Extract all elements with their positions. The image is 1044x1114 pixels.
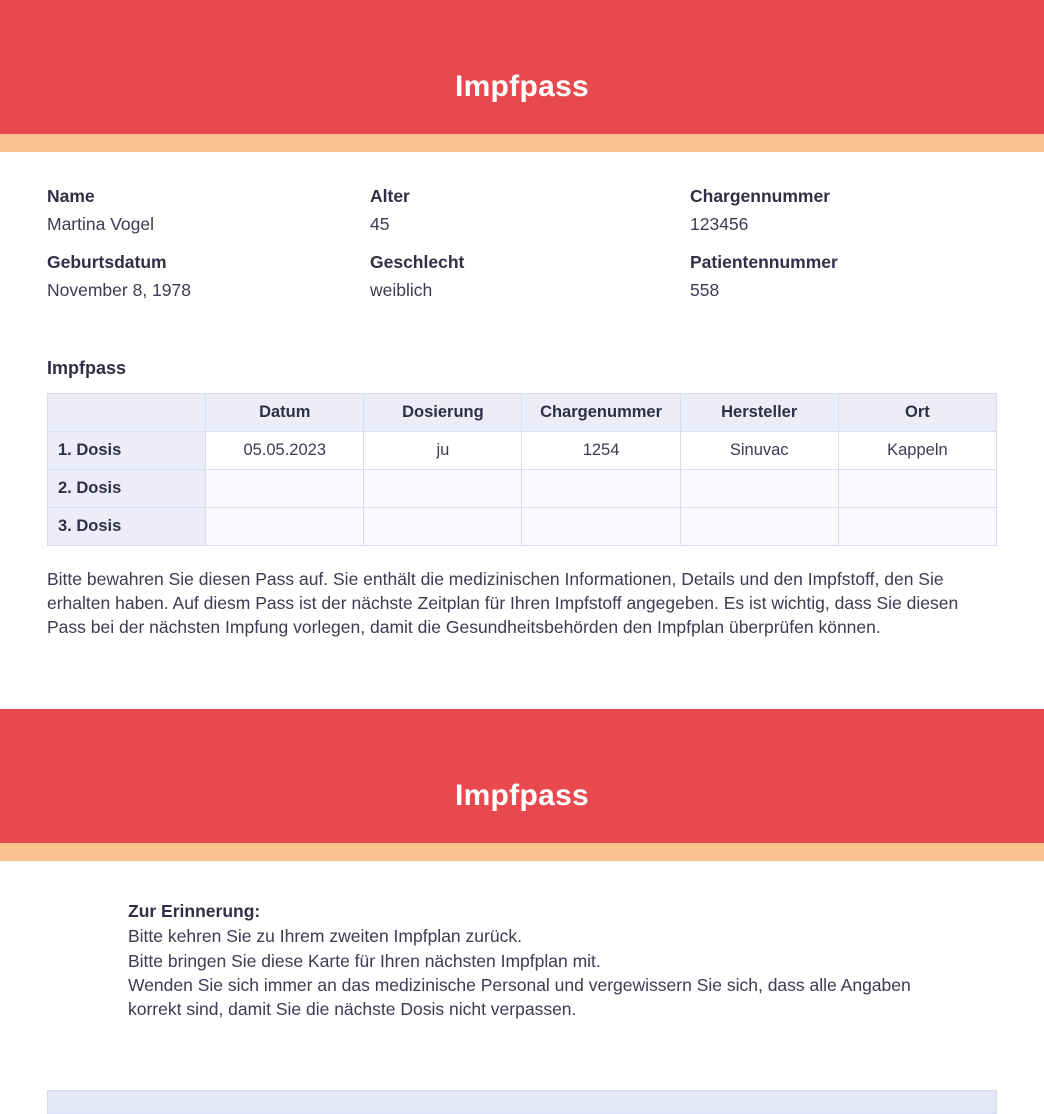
cell-ort [838, 470, 996, 508]
header-cell-datum: Datum [206, 394, 364, 432]
table-row-dose-2 [48, 470, 997, 508]
cell-dosierung: ju [364, 432, 522, 470]
field-label: Patientennummer [690, 252, 838, 272]
top-banner [0, 0, 1044, 134]
header-cell-hersteller: Hersteller [680, 394, 838, 432]
patient-field-geschlecht [370, 252, 690, 301]
cell-ort [838, 508, 996, 546]
table-row-dose-3 [48, 508, 997, 546]
document-title-2: Impfpass [454, 779, 590, 813]
cell-chargenummer [522, 470, 680, 508]
patient-info-grid [47, 186, 997, 318]
row-label: 3. Dosis [48, 508, 206, 546]
vaccination-table [47, 393, 997, 546]
cell-hersteller [680, 508, 838, 546]
table-header-row [48, 394, 997, 432]
cell-ort: Kappeln [838, 432, 996, 470]
field-label: Name [47, 186, 95, 206]
field-value: 558 [690, 280, 720, 300]
banner-accent-strip [0, 134, 1044, 152]
bottom-banner [0, 709, 1044, 843]
cell-datum [206, 508, 364, 546]
row-label: 2. Dosis [48, 470, 206, 508]
field-value: 123456 [690, 214, 749, 234]
cell-dosierung [364, 508, 522, 546]
header-cell-chargenummer: Chargenummer [522, 394, 680, 432]
field-value: 45 [370, 214, 390, 234]
banner-accent-strip-2 [0, 843, 1044, 861]
field-label: Geschlecht [370, 252, 465, 272]
patient-field-geburtsdatum [47, 252, 370, 301]
row-label: 1. Dosis [48, 432, 206, 470]
reminder-line-2: Bitte bringen Sie diese Karte für Ihren nächsten Impfplan mit. [128, 950, 601, 971]
header-cell-dosierung: Dosierung [364, 394, 522, 432]
field-value: November 8, 1978 [47, 280, 191, 300]
cell-hersteller [680, 470, 838, 508]
field-label: Chargennummer [690, 186, 831, 206]
cell-chargenummer [522, 508, 680, 546]
vaccination-section-title: Impfpass [47, 358, 127, 378]
reminder-line-1: Bitte kehren Sie zu Ihrem zweiten Impfplan zurück. [128, 926, 522, 947]
next-table-header-partial [47, 1090, 997, 1114]
reminder-title: Zur Erinnerung: [128, 901, 261, 922]
cell-datum [206, 470, 364, 508]
cell-dosierung [364, 470, 522, 508]
header-cell-ort: Ort [838, 394, 996, 432]
content-area [0, 152, 1044, 639]
cell-datum: 05.05.2023 [206, 432, 364, 470]
field-value: weiblich [370, 280, 433, 300]
reminder-section [128, 901, 918, 1021]
patient-field-chargennummer [690, 186, 997, 235]
patient-field-name [47, 186, 370, 235]
patient-field-patientennummer [690, 252, 997, 301]
patient-field-alter [370, 186, 690, 235]
field-value: Martina Vogel [47, 214, 155, 234]
table-row-dose-1 [48, 432, 997, 470]
cell-hersteller: Sinuvac [680, 432, 838, 470]
field-label: Geburtsdatum [47, 252, 167, 272]
cell-chargenummer: 1254 [522, 432, 680, 470]
reminder-line-3: Wenden Sie sich immer an das medizinische Personal und vergewissern Sie sich, dass alle Angaben korrekt sind, damit Sie die nächste Dosis nicht verpassen. [128, 974, 911, 1019]
header-cell-empty [48, 394, 206, 432]
note-paragraph: Bitte bewahren Sie diesen Pass auf. Sie enthält die medizinischen Informationen, Details und den Impfstoff, den Sie erhalten haben. Auf diesm Pass ist der nächste Zeitplan für Ihren Impfstoff angegeben. Es ist wichtig, dass Sie diesen Pass bei der nächsten Impfung vorlegen, damit die Gesundheitsbehörden den Impfplan überprüfen können. [47, 569, 959, 637]
document-title: Impfpass [454, 70, 590, 103]
field-label: Alter [370, 186, 410, 206]
